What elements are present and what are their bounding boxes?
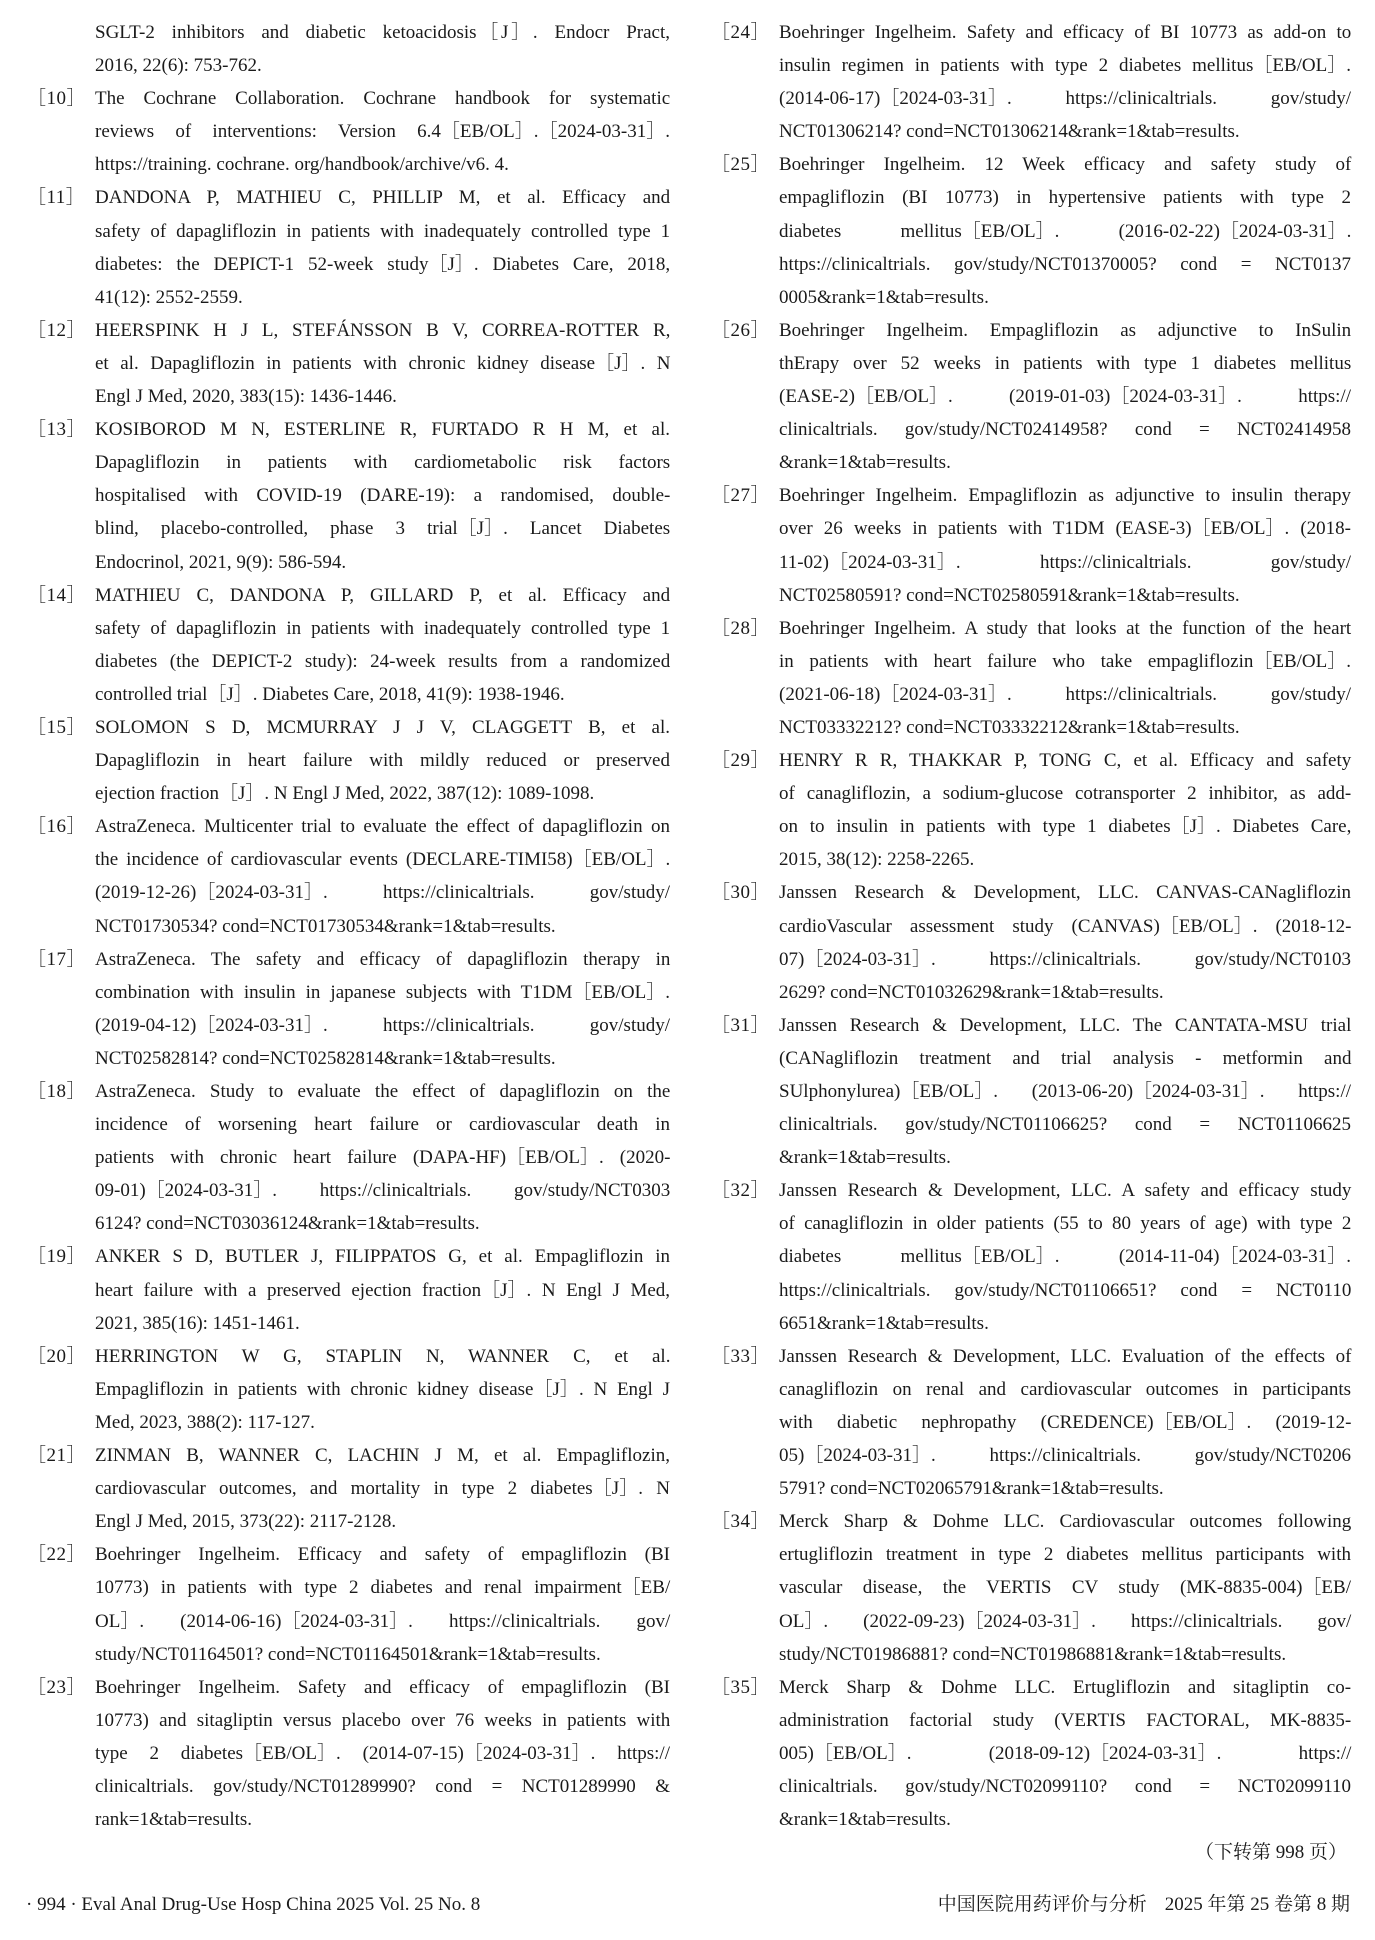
- reference-line: 07)［2024-03-31］. https://clinicaltrials. gov/study/NCT0103: [779, 948, 1351, 970]
- reference-line: ANKER S D, BUTLER J, FILIPPATOS G, et al. Empagliflozin in: [95, 1246, 670, 1268]
- reference-number: ［29］: [711, 750, 771, 772]
- reference-number: ［19］: [27, 1246, 87, 1268]
- reference-line: AstraZeneca. Multicenter trial to evaluate the effect of dapagliflozin on: [95, 816, 670, 838]
- reference-line: &rank=1&tab=results.: [779, 1809, 951, 1831]
- reference-text: [779, 148, 1351, 313]
- reference-column-left: [27, 16, 670, 1836]
- reference-line: 2015, 38(12): 2258-2265.: [779, 849, 975, 871]
- reference-line: 09-01)［2024-03-31］. https://clinicaltrials. gov/study/NCT0303: [95, 1180, 671, 1202]
- reference-line: et al. Dapagliflozin in patients with chronic kidney disease［J］. N: [95, 352, 671, 374]
- reference-line: &rank=1&tab=results.: [779, 452, 951, 474]
- reference-entry: [27, 1538, 670, 1670]
- reference-line: clinicaltrials. gov/study/NCT02414958? cond = NCT02414958: [779, 419, 1351, 441]
- reference-text: [95, 413, 670, 578]
- reference-text: [95, 1240, 670, 1339]
- reference-entry: [27, 1340, 670, 1439]
- reference-line: controlled trial［J］. Diabetes Care, 2018, 41(9): 1938-1946.: [95, 683, 565, 705]
- reference-number: ［11］: [27, 187, 86, 209]
- reference-number: ［35］: [711, 1676, 771, 1698]
- reference-line: Boehringer Ingelheim. Safety and efficacy of empagliflozin (BI: [95, 1676, 670, 1698]
- reference-line: of canagliflozin, a sodium-glucose cotransporter 2 inhibitor, as add-: [779, 783, 1352, 805]
- reference-text: [779, 1671, 1351, 1836]
- reference-text: [779, 479, 1351, 611]
- reference-line: Boehringer Ingelheim. Empagliflozin as adjunctive to insulin therapy: [779, 485, 1351, 507]
- reference-text: [95, 711, 670, 810]
- reference-text: [95, 1340, 670, 1439]
- reference-number: ［34］: [711, 1511, 771, 1533]
- reference-number: ［10］: [27, 88, 87, 110]
- reference-line: 5791? cond=NCT02065791&rank=1&tab=results.: [779, 1478, 1164, 1500]
- reference-line: Engl J Med, 2015, 373(22): 2117-2128.: [95, 1511, 397, 1533]
- reference-line: NCT01306214? cond=NCT01306214&rank=1&tab=results.: [779, 121, 1240, 143]
- journal-name-cn: 中国医院用药评价与分析: [937, 1894, 1147, 1915]
- reference-line: reviews of interventions: Version 6.4［EB/OL］.［2024-03-31］.: [95, 121, 670, 143]
- reference-number: ［27］: [711, 485, 771, 507]
- reference-line: SGLT-2 inhibitors and diabetic ketoacidosis［J］. Endocr Pract,: [95, 22, 670, 43]
- reference-line: empagliflozin (BI 10773) in hypertensive patients with type 2: [779, 187, 1351, 209]
- reference-line: 41(12): 2552-2559.: [95, 286, 243, 308]
- reference-line: KOSIBOROD M N, ESTERLINE R, FURTADO R H M, et al.: [95, 419, 670, 441]
- reference-text: [95, 16, 670, 82]
- reference-line: Endocrinol, 2021, 9(9): 586-594.: [95, 551, 347, 573]
- reference-text: [95, 1075, 670, 1240]
- reference-line: (EASE-2)［EB/OL］. (2019-01-03)［2024-03-31］. https://: [779, 386, 1351, 408]
- reference-line: HEERSPINK H J L, STEFÁNSSON B V, CORREA-ROTTER R,: [95, 319, 671, 341]
- journal-name-en: Eval Anal Drug-Use Hosp China 2025 Vol. 25 No. 8: [81, 1894, 481, 1915]
- reference-line: 11-02)［2024-03-31］. https://clinicaltrials. gov/study/: [779, 551, 1351, 573]
- reference-line: OL］. (2014-06-16)［2024-03-31］. https://clinicaltrials. gov/: [95, 1610, 671, 1632]
- reference-text: [779, 612, 1351, 744]
- reference-line: vascular disease, the VERTIS CV study (MK-8835-004)［EB/: [779, 1577, 1351, 1599]
- reference-line: canagliflozin on renal and cardiovascular outcomes in participants: [779, 1378, 1351, 1400]
- reference-text: [95, 579, 670, 711]
- reference-text: [779, 1174, 1351, 1339]
- reference-line: Boehringer Ingelheim. 12 Week efficacy and safety study of: [779, 154, 1352, 176]
- reference-line: (2014-06-17)［2024-03-31］. https://clinicaltrials. gov/study/: [779, 88, 1351, 110]
- reference-line: SUlphonylurea)［EB/OL］. (2013-06-20)［2024-03-31］. https://: [779, 1081, 1352, 1102]
- reference-number: ［31］: [711, 1014, 771, 1036]
- reference-line: NCT02580591? cond=NCT02580591&rank=1&tab=results.: [779, 584, 1240, 606]
- reference-line: SOLOMON S D, MCMURRAY J J V, CLAGGETT B, et al.: [95, 716, 670, 738]
- reference-entry: [27, 810, 670, 942]
- reference-line: https://clinicaltrials. gov/study/NCT01106651? cond = NCT0110: [779, 1279, 1352, 1301]
- continued-on-page-note: （下转第 998 页）: [1194, 1842, 1347, 1864]
- reference-entry: [711, 16, 1351, 148]
- reference-entry: [27, 413, 670, 578]
- reference-line: in patients with heart failure who take empagliflozin［EB/OL］.: [779, 650, 1351, 672]
- reference-number: ［21］: [27, 1445, 87, 1467]
- reference-entry: [27, 314, 670, 413]
- reference-line: ZINMAN B, WANNER C, LACHIN J M, et al. Empagliflozin,: [95, 1445, 670, 1467]
- reference-entry: [711, 876, 1351, 1008]
- reference-line: of canagliflozin in older patients (55 to 80 years of age) with type 2: [779, 1213, 1352, 1235]
- reference-line: HENRY R R, THAKKAR P, TONG C, et al. Efficacy and safety: [779, 750, 1352, 772]
- reference-line: diabetes (the DEPICT-2 study): 24-week results from a randomized: [95, 650, 671, 672]
- reference-line: &rank=1&tab=results.: [779, 1147, 951, 1169]
- reference-line: Janssen Research & Development, LLC. CANVAS-CANagliflozin: [779, 882, 1351, 904]
- reference-line: Merck Sharp & Dohme LLC. Cardiovascular outcomes following: [779, 1511, 1352, 1533]
- reference-text: [95, 181, 670, 313]
- reference-line: clinicaltrials. gov/study/NCT01289990? cond = NCT01289990 &: [95, 1775, 670, 1797]
- reference-number: ［22］: [27, 1544, 87, 1566]
- reference-line: safety of dapagliflozin in patients with inadequately controlled type 1: [95, 220, 671, 242]
- reference-text: [779, 744, 1351, 876]
- reference-line: 10773) and sitagliptin versus placebo over 76 weeks in patients with: [95, 1709, 671, 1731]
- reference-number: ［28］: [711, 617, 771, 639]
- reference-line: diabetes: the DEPICT-1 52-week study［J］. Diabetes Care, 2018,: [95, 253, 671, 275]
- reference-entry: [711, 1009, 1351, 1174]
- reference-line: rank=1&tab=results.: [95, 1809, 253, 1831]
- reference-entry: [711, 1671, 1351, 1836]
- reference-line: insulin regimen in patients with type 2 diabetes mellitus［EB/OL］.: [779, 55, 1351, 77]
- reference-text: [95, 1439, 670, 1538]
- reference-line: HERRINGTON W G, STAPLIN N, WANNER C, et al.: [95, 1345, 671, 1367]
- reference-number: ［25］: [711, 154, 771, 176]
- reference-line: AstraZeneca. The safety and efficacy of dapagliflozin therapy in: [95, 948, 671, 970]
- reference-line: 2016, 22(6): 753-762.: [95, 55, 262, 77]
- reference-line: hospitalised with COVID-19 (DARE-19): a randomised, double-: [95, 485, 671, 507]
- reference-entry: [27, 711, 670, 810]
- reference-line: study/NCT01986881? cond=NCT01986881&rank=1&tab=results.: [779, 1643, 1287, 1665]
- reference-text: [95, 1671, 670, 1836]
- reference-line: ejection fraction［J］. N Engl J Med, 2022, 387(12): 1089-1098.: [95, 783, 595, 805]
- reference-line: (2019-04-12)［2024-03-31］. https://clinicaltrials. gov/study/: [95, 1014, 670, 1036]
- reference-line: thErapy over 52 weeks in patients with type 1 diabetes mellitus: [779, 352, 1352, 374]
- reference-text: [779, 876, 1351, 1008]
- reference-entry: [27, 579, 670, 711]
- reference-line: 2629? cond=NCT01032629&rank=1&tab=results.: [779, 981, 1164, 1003]
- reference-number: ［16］: [27, 816, 87, 838]
- reference-line: 6124? cond=NCT03036124&rank=1&tab=results.: [95, 1213, 480, 1235]
- page-number: · 994 ·: [26, 1894, 77, 1915]
- reference-entry: [27, 1671, 670, 1836]
- reference-entry: [711, 1505, 1351, 1670]
- reference-number: ［17］: [27, 948, 87, 970]
- reference-line: Janssen Research & Development, LLC. The CANTATA-MSU trial: [779, 1014, 1352, 1036]
- reference-line: type 2 diabetes［EB/OL］. (2014-07-15)［2024-03-31］. https://: [95, 1742, 670, 1764]
- reference-line: NCT01730534? cond=NCT01730534&rank=1&tab=results.: [95, 915, 556, 937]
- reference-line: 005)［EB/OL］. (2018-09-12)［2024-03-31］. https://: [779, 1742, 1352, 1764]
- issue-info-cn: 2025 年第 25 卷第 8 期: [1164, 1894, 1350, 1915]
- reference-line: the incidence of cardiovascular events (DECLARE-TIMI58)［EB/OL］.: [95, 849, 671, 871]
- reference-line: Boehringer Ingelheim. Empagliflozin as adjunctive to InSulin: [779, 319, 1352, 341]
- reference-line: cardioVascular assessment study (CANVAS)［EB/OL］. (2018-12-: [779, 915, 1352, 937]
- page-footer-right: [938, 1890, 1350, 1920]
- reference-text: [779, 1009, 1351, 1174]
- reference-line: 10773) in patients with type 2 diabetes and renal impairment［EB/: [95, 1577, 671, 1599]
- reference-line: clinicaltrials. gov/study/NCT01106625? cond = NCT01106625: [779, 1114, 1351, 1136]
- reference-number: ［15］: [27, 716, 87, 738]
- reference-entry: [27, 1075, 670, 1240]
- reference-entry: [27, 943, 670, 1075]
- reference-line: heart failure with a preserved ejection fraction［J］. N Engl J Med,: [95, 1279, 671, 1301]
- reference-line: 6651&rank=1&tab=results.: [779, 1312, 989, 1334]
- reference-number: ［20］: [27, 1345, 87, 1367]
- reference-line: (2019-12-26)［2024-03-31］. https://clinicaltrials. gov/study/: [95, 882, 670, 904]
- reference-line: Dapagliflozin in patients with cardiometabolic risk factors: [95, 452, 671, 474]
- reference-entry: [27, 181, 670, 313]
- reference-line: https://training. cochrane. org/handbook/archive/v6. 4.: [95, 154, 509, 176]
- reference-text: [95, 314, 670, 413]
- reference-entry: [27, 1439, 670, 1538]
- reference-line: cardiovascular outcomes, and mortality in type 2 diabetes［J］. N: [95, 1478, 670, 1500]
- reference-entry: [27, 1240, 670, 1339]
- reference-number: ［13］: [27, 419, 87, 441]
- reference-line: 0005&rank=1&tab=results.: [779, 286, 989, 308]
- reference-line: safety of dapagliflozin in patients with inadequately controlled type 1: [95, 617, 671, 639]
- reference-entry: [711, 612, 1351, 744]
- reference-line: OL］. (2022-09-23)［2024-03-31］. https://clinicaltrials. gov/: [779, 1610, 1352, 1632]
- reference-line: Med, 2023, 388(2): 117-127.: [95, 1411, 315, 1433]
- reference-line: The Cochrane Collaboration. Cochrane handbook for systematic: [95, 88, 671, 110]
- reference-text: [95, 82, 670, 181]
- reference-line: (2021-06-18)［2024-03-31］. https://clinicaltrials. gov/study/: [779, 683, 1351, 705]
- reference-line: 2021, 385(16): 1451-1461.: [95, 1312, 300, 1334]
- reference-text: [779, 1340, 1351, 1505]
- reference-number: ［30］: [711, 882, 771, 904]
- reference-entry: [711, 1174, 1351, 1339]
- reference-line: Boehringer Ingelheim. Safety and efficacy of BI 10773 as add-on to: [779, 22, 1352, 43]
- reference-line: MATHIEU C, DANDONA P, GILLARD P, et al. Efficacy and: [95, 584, 671, 606]
- reference-line: diabetes mellitus［EB/OL］. (2014-11-04)［2024-03-31］.: [779, 1246, 1351, 1268]
- reference-entry: [711, 1340, 1351, 1505]
- reference-line: AstraZeneca. Study to evaluate the effect of dapagliflozin on the: [95, 1081, 671, 1102]
- reference-line: 05)［2024-03-31］. https://clinicaltrials. gov/study/NCT0206: [779, 1445, 1351, 1467]
- reference-line: Janssen Research & Development, LLC. A safety and efficacy study: [779, 1180, 1352, 1202]
- reference-line: NCT02582814? cond=NCT02582814&rank=1&tab=results.: [95, 1047, 556, 1069]
- reference-number: ［12］: [27, 319, 87, 341]
- reference-line: Merck Sharp & Dohme LLC. Ertugliflozin and sitagliptin co-: [779, 1676, 1352, 1698]
- reference-line: diabetes mellitus［EB/OL］. (2016-02-22)［2024-03-31］.: [779, 220, 1352, 242]
- reference-line: Engl J Med, 2020, 383(15): 1436-1446.: [95, 386, 397, 408]
- reference-line: study/NCT01164501? cond=NCT01164501&rank=1&tab=results.: [95, 1643, 601, 1665]
- page-footer-left: [26, 1890, 480, 1920]
- reference-line: on to insulin in patients with type 1 diabetes［J］. Diabetes Care,: [779, 816, 1352, 838]
- reference-line: Boehringer Ingelheim. Efficacy and safety of empagliflozin (BI: [95, 1544, 670, 1566]
- reference-line: Boehringer Ingelheim. A study that looks at the function of the heart: [779, 617, 1352, 639]
- reference-entry: [711, 148, 1351, 313]
- reference-line: patients with chronic heart failure (DAPA-HF)［EB/OL］. (2020-: [95, 1147, 671, 1169]
- reference-text: [779, 1505, 1351, 1670]
- reference-line: with diabetic nephropathy (CREDENCE)［EB/OL］. (2019-12-: [779, 1411, 1352, 1433]
- reference-line: combination with insulin in japanese subjects with T1DM［EB/OL］.: [95, 981, 670, 1003]
- reference-number: ［32］: [711, 1180, 771, 1202]
- reference-text: [95, 810, 670, 942]
- reference-column-right: [711, 16, 1351, 1869]
- reference-entry: [711, 744, 1351, 876]
- reference-line: Janssen Research & Development, LLC. Evaluation of the effects of: [779, 1345, 1352, 1367]
- reference-line: (CANagliflozin treatment and trial analysis - metformin and: [779, 1047, 1352, 1069]
- reference-entry: [27, 16, 670, 82]
- reference-number: ［24］: [711, 22, 771, 43]
- reference-text: [95, 943, 670, 1075]
- reference-line: ertugliflozin treatment in type 2 diabetes mellitus participants with: [779, 1544, 1351, 1566]
- reference-line: administration factorial study (VERTIS FACTORAL, MK-8835-: [779, 1709, 1352, 1731]
- reference-line: incidence of worsening heart failure or cardiovascular death in: [95, 1114, 670, 1136]
- reference-text: [95, 1538, 670, 1670]
- reference-number: ［14］: [27, 584, 87, 606]
- reference-entry: [27, 82, 670, 181]
- reference-number: ［18］: [27, 1081, 87, 1102]
- reference-line: https://clinicaltrials. gov/study/NCT01370005? cond = NCT0137: [779, 253, 1351, 275]
- reference-line: over 26 weeks in patients with T1DM (EASE-3)［EB/OL］. (2018-: [779, 518, 1351, 540]
- reference-number: ［26］: [711, 319, 771, 341]
- reference-line: DANDONA P, MATHIEU C, PHILLIP M, et al. Efficacy and: [95, 187, 671, 209]
- reference-entry: [711, 314, 1351, 479]
- reference-line: Dapagliflozin in heart failure with mildly reduced or preserved: [95, 750, 670, 772]
- reference-number: ［33］: [711, 1345, 771, 1367]
- reference-line: clinicaltrials. gov/study/NCT02099110? cond = NCT02099110: [779, 1775, 1351, 1797]
- reference-text: [779, 16, 1351, 148]
- reference-line: Empagliflozin in patients with chronic kidney disease［J］. N Engl J: [95, 1378, 670, 1400]
- reference-number: ［23］: [27, 1676, 87, 1698]
- reference-entry: [711, 479, 1351, 611]
- reference-text: [779, 314, 1351, 479]
- reference-line: NCT03332212? cond=NCT03332212&rank=1&tab=results.: [779, 716, 1240, 738]
- reference-line: blind, placebo-controlled, phase 3 trial［J］. Lancet Diabetes: [95, 518, 671, 540]
